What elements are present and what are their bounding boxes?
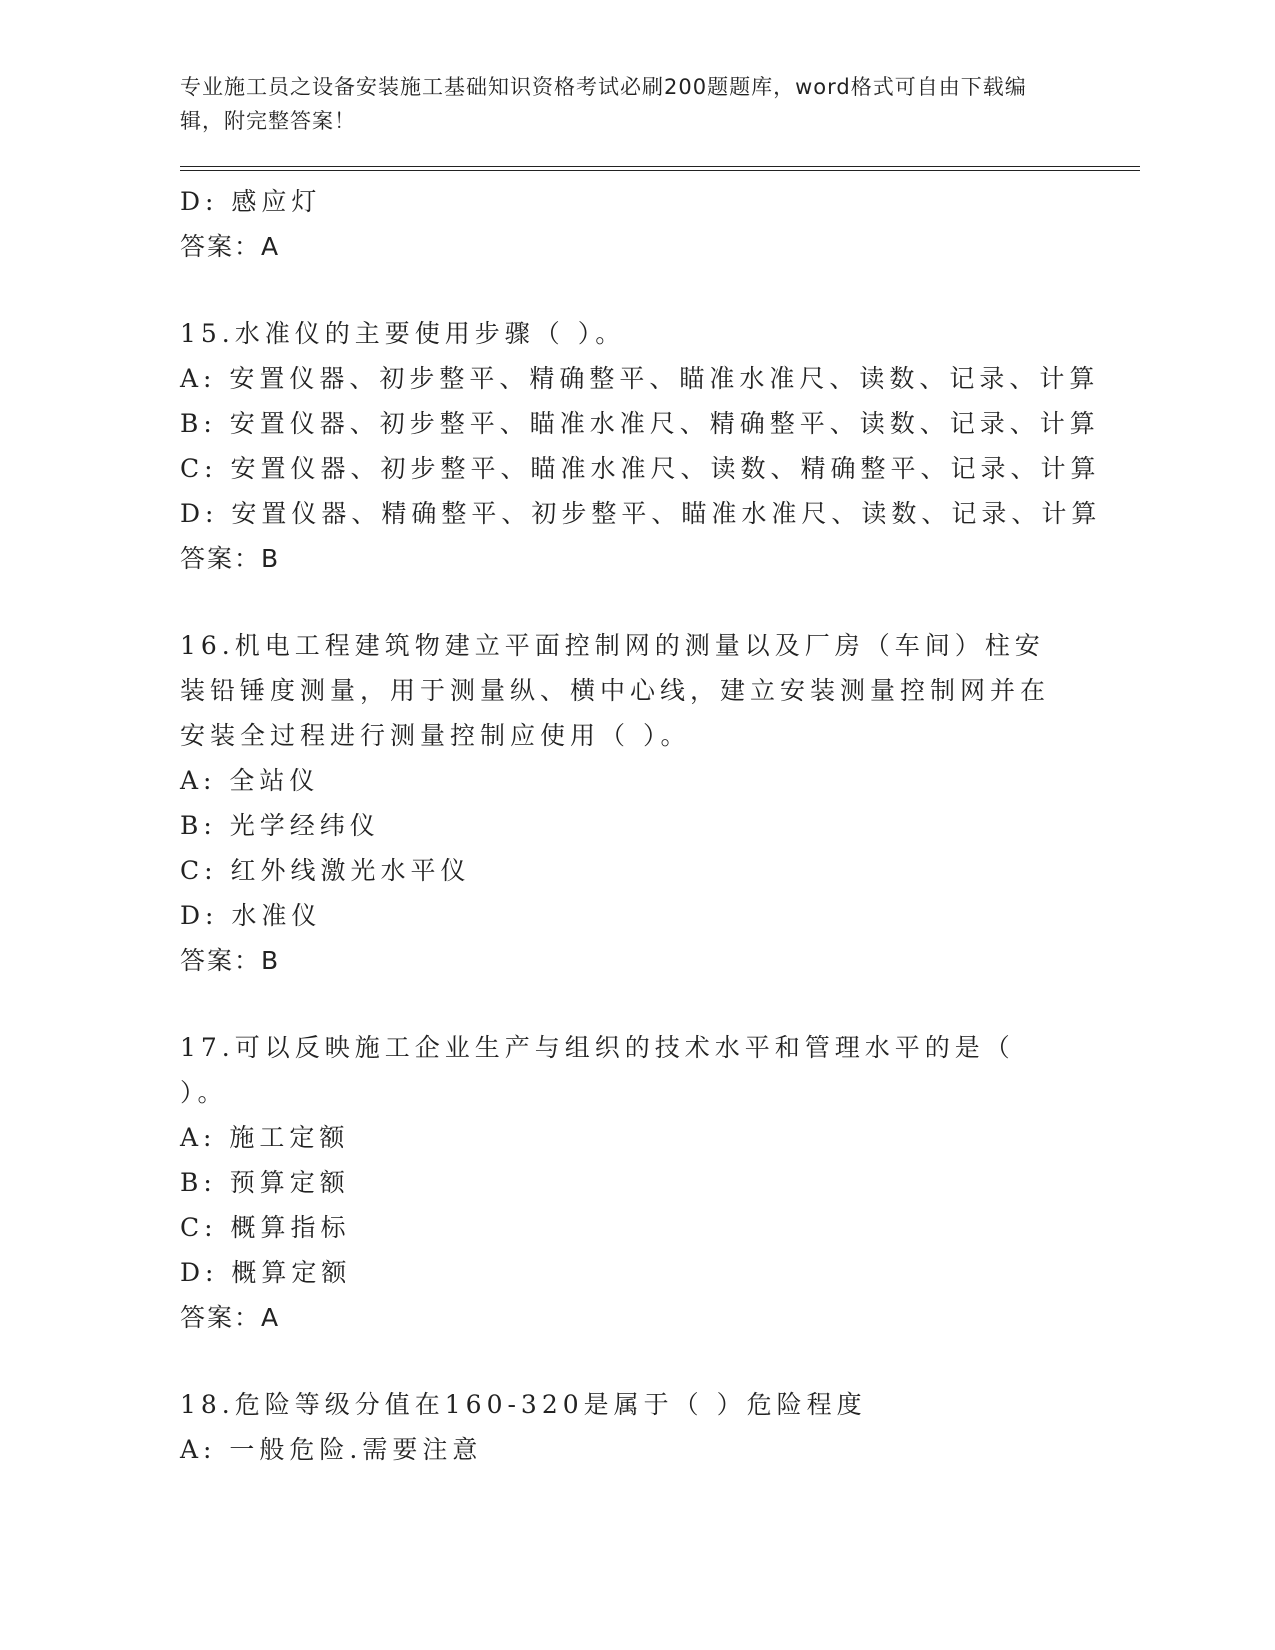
option-b: B: 预算定额 <box>180 1168 350 1197</box>
question-text: 18.危险等级分值在160-320是属于（ ）危险程度 <box>180 1390 867 1419</box>
document-header: 专业施工员之设备安装施工基础知识资格考试必刷200题题库，word格式可自由下载编辑，附完整答案！ <box>180 75 1027 133</box>
option-c: C: 概算指标 <box>180 1213 351 1242</box>
document-page <box>180 70 1140 1472</box>
option-a: A: 施工定额 <box>180 1123 350 1152</box>
answer-line: 答案：A <box>180 232 281 261</box>
spacer <box>180 1340 1140 1382</box>
question-text: 15.水准仪的主要使用步骤（ ）。 <box>180 319 626 348</box>
option-d: D: 安置仪器、精确整平、初步整平、瞄准水准尺、读数、记录、计算 <box>180 499 1102 528</box>
option-c: C: 红外线激光水平仪 <box>180 856 471 885</box>
spacer <box>180 983 1140 1025</box>
question-17 <box>180 1025 1140 1340</box>
option-b: B: 光学经纬仪 <box>180 811 380 840</box>
header-double-rule <box>180 166 1140 171</box>
question-15 <box>180 311 1140 581</box>
question-16 <box>180 623 1140 983</box>
spacer <box>180 581 1140 623</box>
spacer <box>180 269 1140 311</box>
question-text: 16.机电工程建筑物建立平面控制网的测量以及厂房（车间）柱安装铅锤度测量，用于测量纵、横中心线，建立安装测量控制网并在安装全过程进行测量控制应使用（ ）。 <box>180 631 1051 750</box>
question-content <box>180 179 1140 1472</box>
option-d: D: 概算定额 <box>180 1258 352 1287</box>
question-text: 17.可以反映施工企业生产与组织的技术水平和管理水平的是（ ）。 <box>180 1033 1015 1107</box>
option-d: D: 水准仪 <box>180 901 322 930</box>
answer-line: 答案：A <box>180 1303 281 1332</box>
option-a: A: 一般危险.需要注意 <box>180 1435 483 1464</box>
answer-line: 答案：B <box>180 544 281 573</box>
option-a: A: 全站仪 <box>180 766 320 795</box>
answer-line: 答案：B <box>180 946 281 975</box>
option-a: A: 安置仪器、初步整平、精确整平、瞄准水准尺、读数、记录、计算 <box>180 364 1100 393</box>
option-b: B: 安置仪器、初步整平、瞄准水准尺、精确整平、读数、记录、计算 <box>180 409 1100 438</box>
question-18 <box>180 1382 1140 1472</box>
option-c: C: 安置仪器、初步整平、瞄准水准尺、读数、精确整平、记录、计算 <box>180 454 1101 483</box>
option-d: D: 感应灯 <box>180 187 322 216</box>
